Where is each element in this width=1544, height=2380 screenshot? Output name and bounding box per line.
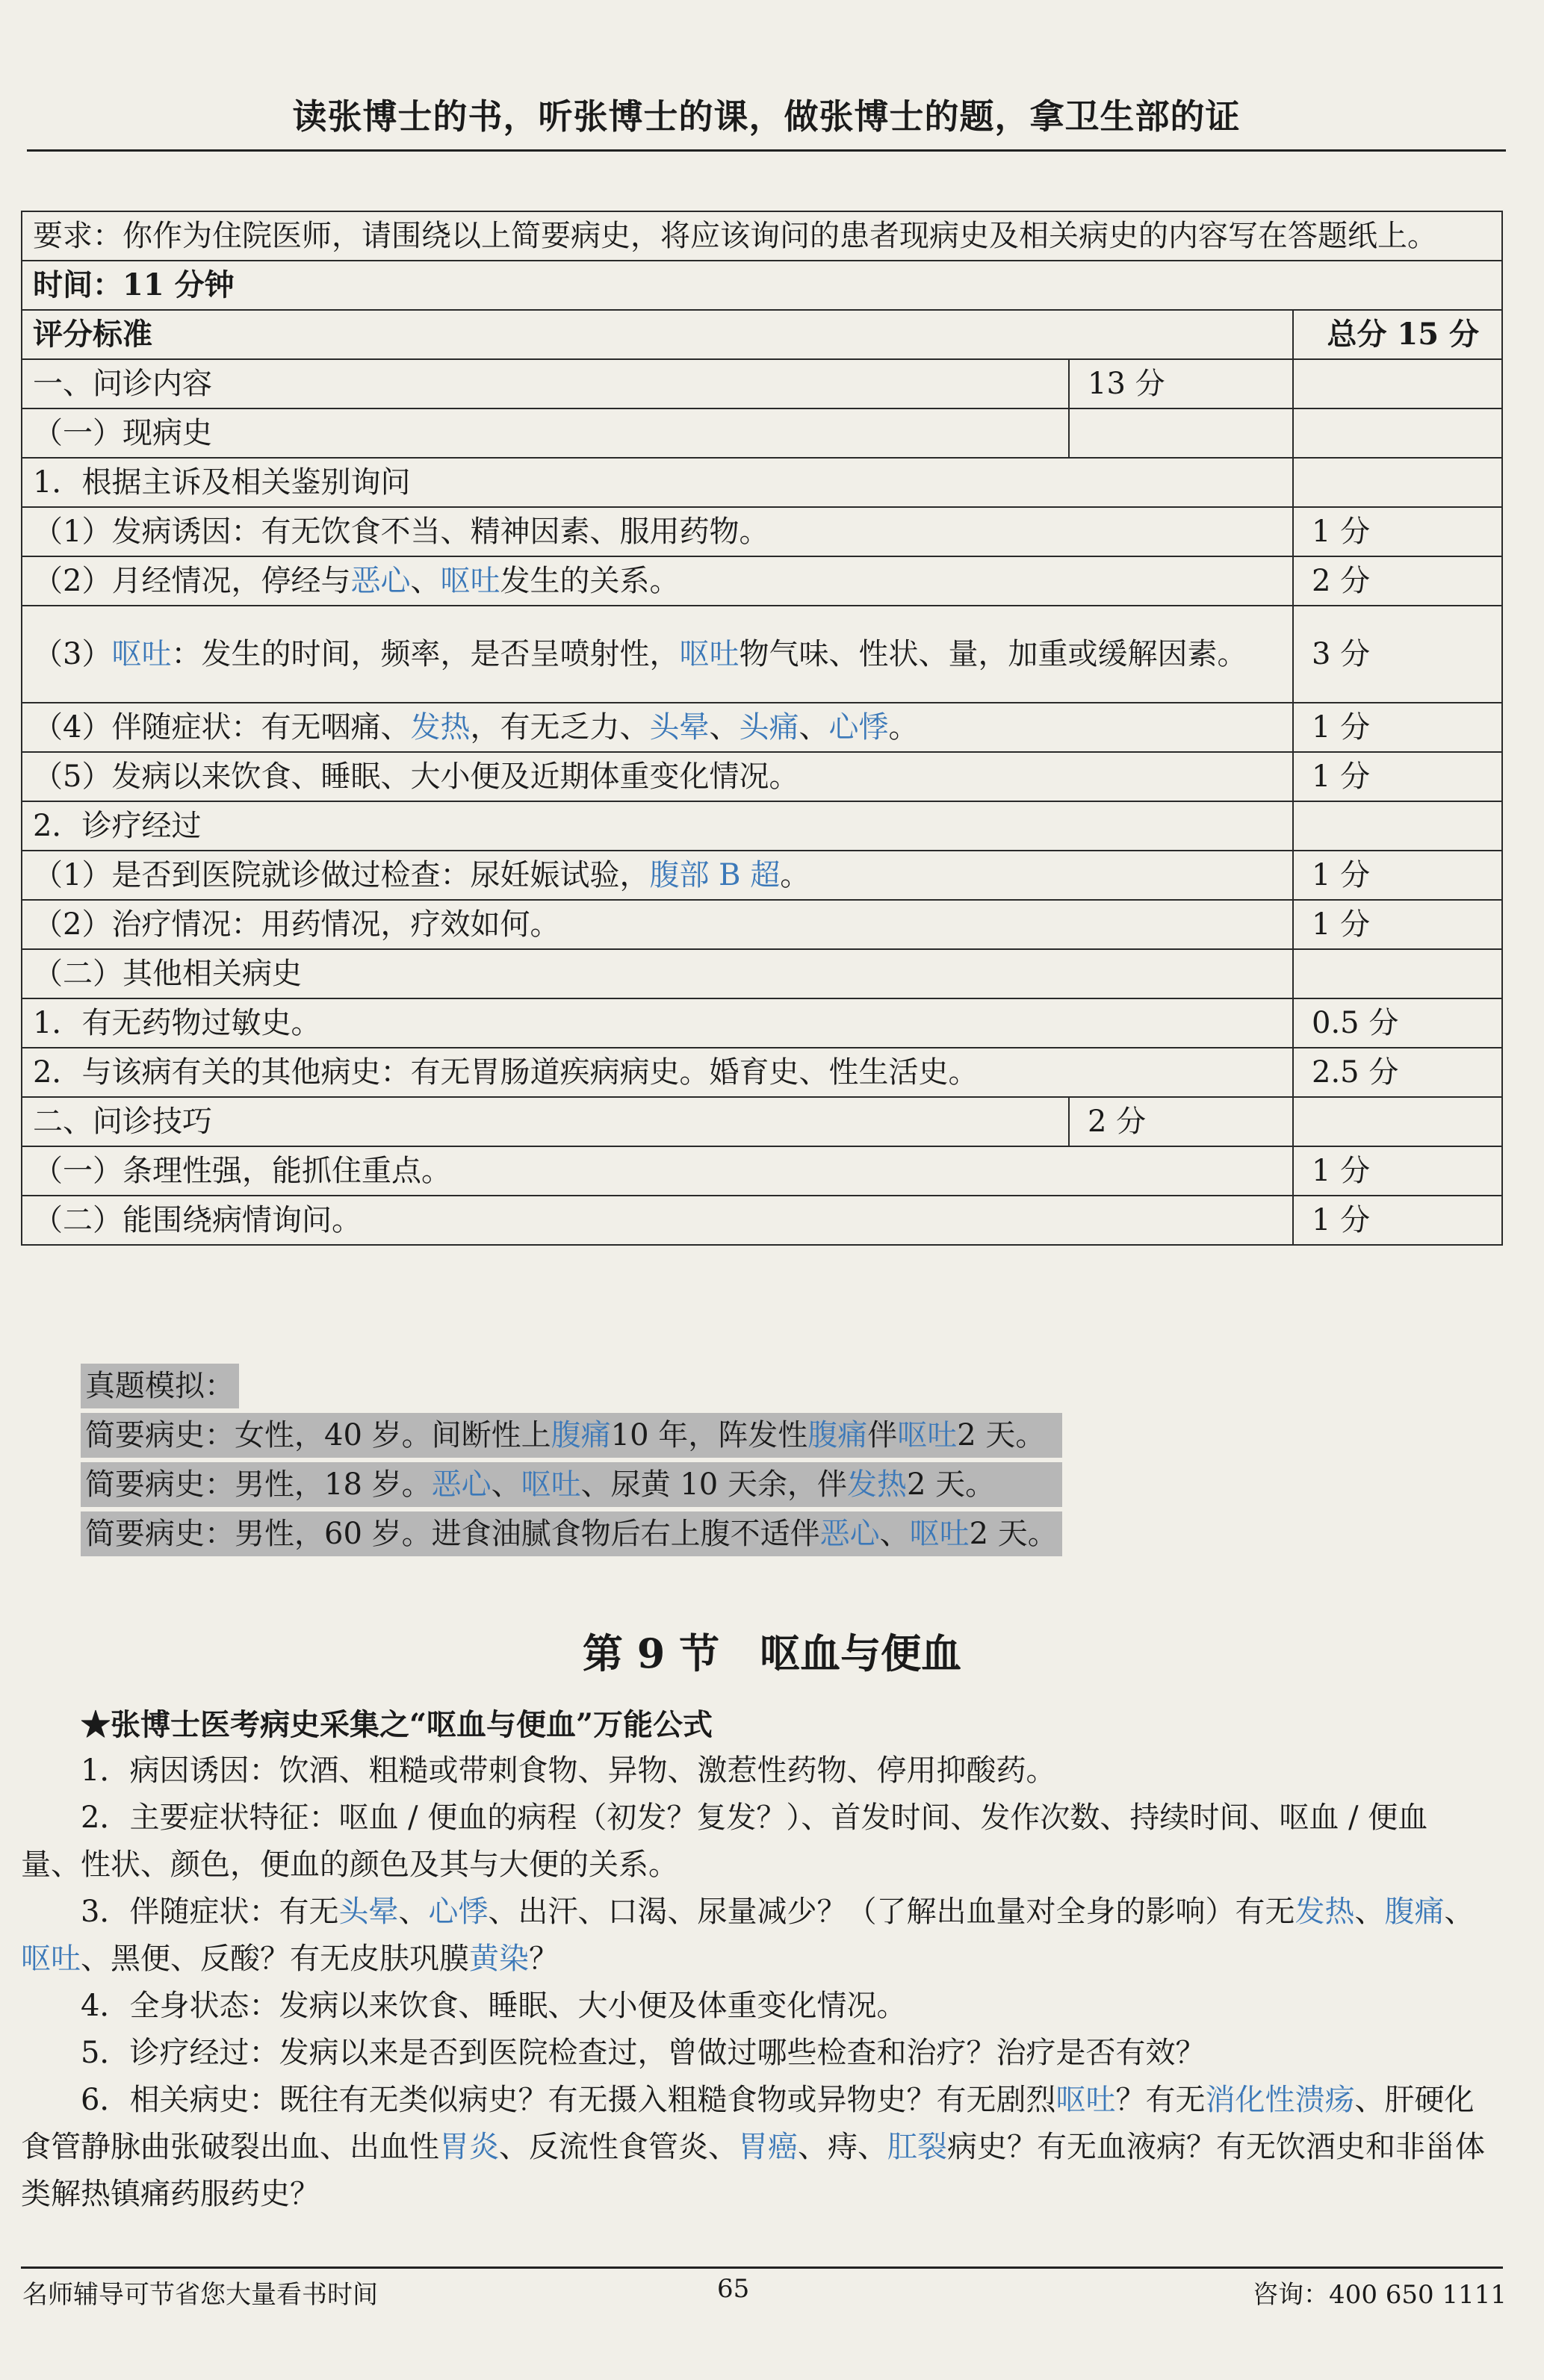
- subsection-label: （一）现病史: [22, 408, 1069, 458]
- section-score: 2 分: [1069, 1097, 1293, 1146]
- table-row: [22, 851, 1502, 900]
- table-row: [22, 900, 1502, 949]
- subsection-label: （二）其他相关病史: [22, 949, 1293, 998]
- table-row: [22, 359, 1502, 408]
- empty-cell: [1293, 408, 1502, 458]
- table-row: [22, 1048, 1502, 1097]
- table-row: [22, 703, 1502, 752]
- footer-divider: [21, 2266, 1503, 2269]
- formula-body: [21, 1747, 1485, 2218]
- empty-cell: [1293, 801, 1502, 851]
- item-text: （二）能围绕病情询问。: [22, 1196, 1293, 1245]
- item-text: （2）治疗情况：用药情况，疗效如何。: [22, 900, 1293, 949]
- section-label: 一、问诊内容: [22, 359, 1069, 408]
- paragraph: 2．主要症状特征：呕血 / 便血的病程（初发？复发？）、首发时间、发作次数、持续时间、呕血 / 便血量、性状、颜色，便血的颜色及其与大便的关系。: [21, 1800, 1428, 1882]
- page-header: 读张博士的书，听张博士的课，做张博士的题，拿卫生部的证: [292, 96, 1241, 137]
- case-line: 简要病史：男性，60 岁。进食油腻食物后右上腹不适伴恶心、呕吐2 天。: [81, 1511, 1062, 1556]
- table-row: [22, 998, 1502, 1048]
- table-row: [22, 261, 1502, 310]
- item-score: 1 分: [1293, 1196, 1502, 1245]
- item-text: （2）月经情况，停经与恶心、呕吐发生的关系。: [22, 556, 1293, 606]
- formula-title: ★张博士医考病史采集之“呕血与便血”万能公式: [81, 1707, 713, 1742]
- simulation-block: [81, 1364, 1062, 1561]
- paragraph: 6．相关病史：既往有无类似病史？有无摄入粗糙食物或异物史？有无剧烈呕吐？有无消化性溃疡、肝硬化食管静脉曲张破裂出血、出血性胃炎、反流性食管炎、胃癌、痔、肛裂病史？有无血液病？有无饮酒史和非甾体类解热镇痛药服药史？: [21, 2083, 1485, 2211]
- item-score: 1 分: [1293, 703, 1502, 752]
- table-row: [22, 1196, 1502, 1245]
- simulation-title: 真题模拟：: [81, 1364, 239, 1408]
- table-row: [22, 310, 1502, 359]
- empty-cell: [1293, 949, 1502, 998]
- requirement-text: 要求：你作为住院医师，请围绕以上简要病史，将应该询问的患者现病史及相关病史的内容写在答题纸上。: [22, 211, 1502, 261]
- table-row: [22, 458, 1502, 507]
- footer-contact: 咨询：400 650 1111: [1253, 2280, 1507, 2310]
- item-score: 3 分: [1293, 606, 1502, 703]
- empty-cell: [1293, 458, 1502, 507]
- paragraph: 5．诊疗经过：发病以来是否到医院检查过，曾做过哪些检查和治疗？治疗是否有效？: [81, 2036, 1206, 2070]
- item-label: 2．诊疗经过: [22, 801, 1293, 851]
- table-row: [22, 801, 1502, 851]
- table-row: [22, 556, 1502, 606]
- item-text: （1）是否到医院就诊做过检查：尿妊娠试验，腹部 B 超。: [22, 851, 1293, 900]
- empty-cell: [1069, 408, 1293, 458]
- section-score: 13 分: [1069, 359, 1293, 408]
- table-row: [22, 949, 1502, 998]
- empty-cell: [1293, 359, 1502, 408]
- case-line: 简要病史：女性，40 岁。间断性上腹痛10 年，阵发性腹痛伴呕吐2 天。: [81, 1413, 1062, 1458]
- case-line: 简要病史：男性，18 岁。恶心、呕吐、尿黄 10 天余，伴发热2 天。: [81, 1462, 1062, 1507]
- section-label: 二、问诊技巧: [22, 1097, 1069, 1146]
- table-row: [22, 1097, 1502, 1146]
- footer-slogan: 名师辅导可节省您大量看书时间: [22, 2280, 378, 2310]
- scoring-table: [21, 211, 1503, 1246]
- item-text: （5）发病以来饮食、睡眠、大小便及近期体重变化情况。: [22, 752, 1293, 801]
- table-row: [22, 211, 1502, 261]
- item-score: 2.5 分: [1293, 1048, 1502, 1097]
- item-text: （一）条理性强，能抓住重点。: [22, 1146, 1293, 1196]
- table-row: [22, 752, 1502, 801]
- paragraph: 3．伴随症状：有无头晕、心悸、出汗、口渴、尿量减少？（了解出血量对全身的影响）有无发热、腹痛、呕吐、黑便、反酸？有无皮肤巩膜黄染？: [21, 1895, 1475, 1976]
- criteria-label: 评分标准: [22, 310, 1293, 359]
- table-row: [22, 606, 1502, 703]
- item-score: 0.5 分: [1293, 998, 1502, 1048]
- table-row: [22, 507, 1502, 556]
- item-text: （1）发病诱因：有无饮食不当、精神因素、服用药物。: [22, 507, 1293, 556]
- item-label: 1．根据主诉及相关鉴别询问: [22, 458, 1293, 507]
- item-score: 1 分: [1293, 851, 1502, 900]
- paragraph: 1．病因诱因：饮酒、粗糙或带刺食物、异物、激惹性药物、停用抑酸药。: [81, 1753, 1056, 1788]
- item-score: 1 分: [1293, 752, 1502, 801]
- empty-cell: [1293, 1097, 1502, 1146]
- table-row: [22, 1146, 1502, 1196]
- criteria-total: 总分 15 分: [1293, 310, 1502, 359]
- item-text: （3）呕吐：发生的时间，频率，是否呈喷射性，呕吐物气味、性状、量，加重或缓解因素。: [22, 606, 1293, 703]
- item-score: 1 分: [1293, 900, 1502, 949]
- section-title: 第 9 节 呕血与便血: [582, 1629, 962, 1677]
- item-score: 1 分: [1293, 507, 1502, 556]
- paragraph: 4．全身状态：发病以来饮食、睡眠、大小便及体重变化情况。: [81, 1989, 907, 2023]
- header-divider: [27, 149, 1506, 152]
- item-text: （4）伴随症状：有无咽痛、发热，有无乏力、头晕、头痛、心悸。: [22, 703, 1293, 752]
- table-row: [22, 408, 1502, 458]
- item-score: 1 分: [1293, 1146, 1502, 1196]
- time-text: 时间：11 分钟: [22, 261, 1502, 310]
- page-number: 65: [717, 2274, 750, 2304]
- item-text: 1．有无药物过敏史。: [22, 998, 1293, 1048]
- item-text: 2．与该病有关的其他病史：有无胃肠道疾病病史。婚育史、性生活史。: [22, 1048, 1293, 1097]
- item-score: 2 分: [1293, 556, 1502, 606]
